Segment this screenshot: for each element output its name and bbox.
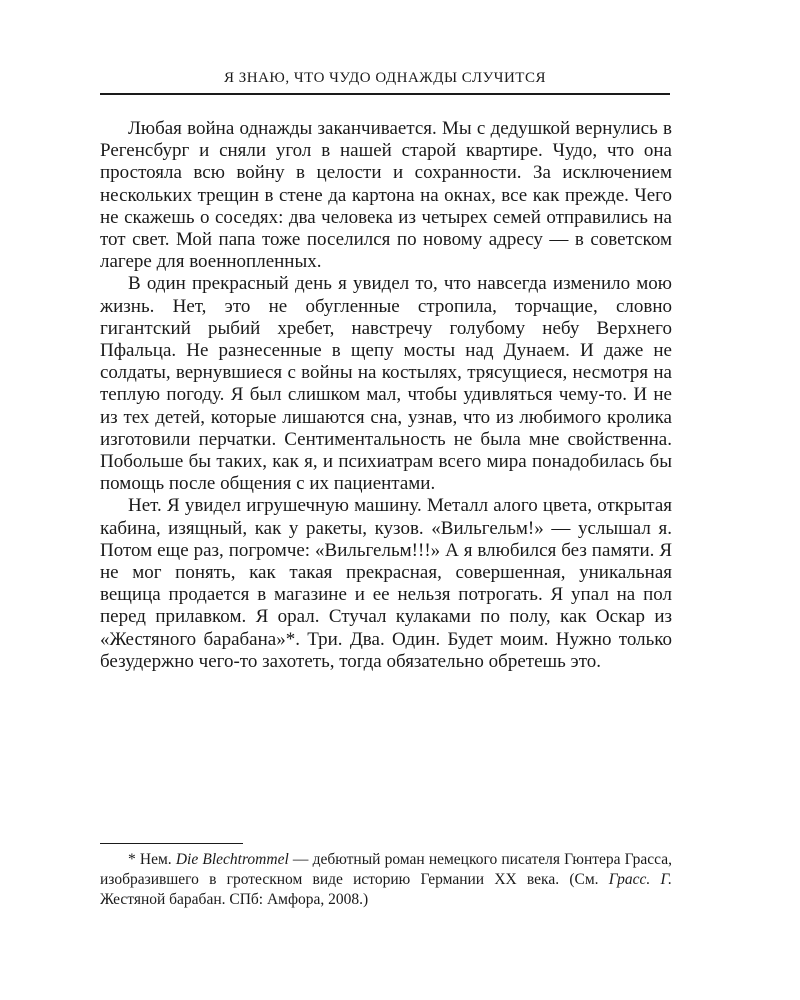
footnote-divider xyxy=(100,843,243,844)
footnote-tail: Жестяной барабан. СПб: Амфора, 2008.) xyxy=(100,891,369,908)
paragraph: Любая война однажды заканчивается. Мы с дедушкой вернулись в Регенсбург и сняли угол в нашей старой квартире. Чудо, что она простояла всю войну в целости и сохранности. За исключением нескольких трещин в стене да картона на окнах, все как прежде. Чего не скажешь о соседях: два человека из четырех семей отправились на тот свет. Мой папа тоже поселился по новому адресу — в советском лагере для военнопленных. xyxy=(100,118,672,273)
running-head: Я ЗНАЮ, ЧТО ЧУДО ОДНАЖДЫ СЛУЧИТСЯ xyxy=(100,70,670,95)
footnote-lead: * Нем. xyxy=(128,851,176,868)
body-text xyxy=(100,118,672,673)
paragraph: В один прекрасный день я увидел то, что навсегда изменило мою жизнь. Нет, это не обугленные стропила, торчащие, словно гигантский рыбий хребет, навстречу голубому небу Верхнего Пфальца. Не разнесенные в щепу мосты над Дунаем. И даже не солдаты, вернувшиеся с войны на костылях, трясущиеся, несмотря на теплую погоду. Я был слишком мал, чтобы удивляться чему-то. И не из тех детей, которые лишаются сна, узнав, что из любимого кролика изготовили перчатки. Сентиментальность не была мне свойственна. Побольше бы таких, как я, и психиатрам всего мира понадобилась бы помощь после общения с их пациентами. xyxy=(100,273,672,495)
paragraph: Нет. Я увидел игрушечную машину. Металл алого цвета, открытая кабина, изящный, как у ракеты, кузов. «Вильгельм!» — услышал я. Потом еще раз, погромче: «Вильгельм!!!» А я влюбился без памяти. Я не мог понять, как такая прекрасная, совершенная, уникальная вещица продается в магазине и ее нельзя потрогать. Я упал на пол перед прилавком. Я орал. Стучал кулаками по полу, как Оскар из «Жестяного барабана»*. Три. Два. Один. Будет моим. Нужно только безудержно чего-то захотеть, тогда обязательно обретешь это. xyxy=(100,495,672,672)
footnote-book-title: Die Blechtrommel xyxy=(175,851,289,868)
footnote xyxy=(100,850,672,910)
footnote-mid: — дебютный роман немецкого писателя Гюнтера Грасса, изобразившего в гротескном виде историю Германии XX века. (См. xyxy=(100,851,673,888)
footnote-author: Грасс. Г. xyxy=(608,871,673,888)
